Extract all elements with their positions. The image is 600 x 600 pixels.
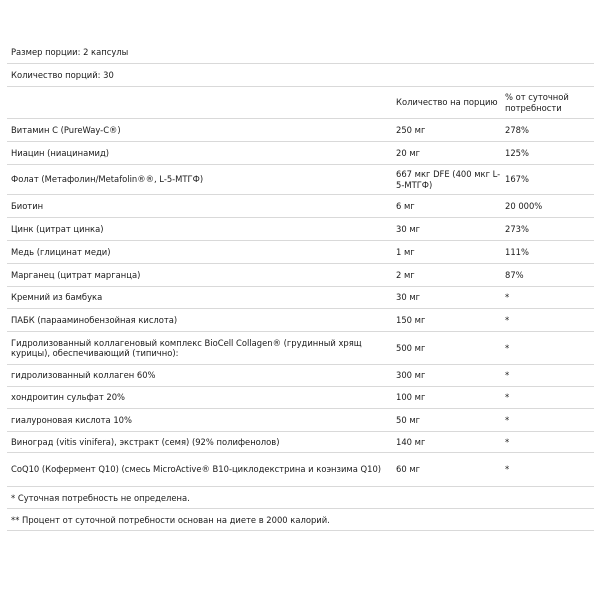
- nutrient-dv: 111%: [505, 246, 529, 257]
- nutrient-dv: *: [505, 342, 510, 353]
- serving-size-row: [7, 41, 594, 64]
- nutrient-dv: *: [505, 370, 510, 381]
- table-row: [7, 264, 594, 287]
- table-row: [7, 287, 594, 309]
- servings-per-container: Количество порций: 30: [11, 70, 114, 80]
- footnote-row: [7, 509, 594, 531]
- dv-column-header: % от суточной потребности: [505, 92, 569, 113]
- nutrient-name: Гидролизованный коллагеновый комплекс BioCell Collagen® (грудинный хрящ курицы), обеспечивающий (типично):: [11, 337, 362, 358]
- nutrient-name: Цинк (цитрат цинка): [11, 223, 104, 234]
- nutrient-dv: 125%: [505, 147, 529, 158]
- serving-size: Размер порции: 2 капсулы: [11, 47, 129, 57]
- nutrient-name: Виноград (vitis vinifera), экстракт (семя) (92% полифенолов): [11, 436, 280, 447]
- footnote-calorie-diet: ** Процент от суточной потребности основан на диете в 2000 калорий.: [11, 514, 330, 525]
- nutrient-name: Марганец (цитрат марганца): [11, 269, 141, 280]
- table-row: [7, 332, 594, 365]
- nutrient-name: Ниацин (ниацинамид): [11, 147, 110, 158]
- nutrient-dv: *: [505, 436, 510, 447]
- table-row: [7, 365, 594, 387]
- amount-column-header: Количество на порцию: [396, 97, 498, 108]
- nutrient-name: хондроитин сульфат 20%: [11, 392, 125, 403]
- table-row: [7, 119, 594, 142]
- nutrient-name: ПАБК (парааминобензойная кислота): [11, 314, 178, 325]
- nutrient-amount: 667 мкг DFE (400 мкг L-5-МТГФ): [396, 169, 501, 190]
- nutrient-dv: 278%: [505, 124, 529, 135]
- footnote-row: [7, 487, 594, 509]
- nutrient-amount: 500 мг: [396, 342, 426, 353]
- nutrient-amount: 100 мг: [396, 392, 426, 403]
- nutrient-dv: 167%: [505, 174, 529, 185]
- nutrient-name: Биотин: [11, 200, 44, 211]
- nutrient-amount: 30 мг: [396, 223, 421, 234]
- nutrient-name: Медь (глицинат меди): [11, 246, 111, 257]
- nutrient-amount: 150 мг: [396, 314, 426, 325]
- nutrient-name: Фолат (Метафолин/Metafolin®®, L-5-МТГФ): [11, 174, 204, 185]
- nutrient-amount: 6 мг: [396, 200, 415, 211]
- nutrient-amount: 300 мг: [396, 370, 426, 381]
- nutrient-name: гиалуроновая кислота 10%: [11, 414, 132, 425]
- nutrient-dv: 87%: [505, 269, 524, 280]
- nutrient-dv: 20 000%: [505, 200, 543, 211]
- nutrient-amount: 1 мг: [396, 246, 415, 257]
- nutrient-dv: 273%: [505, 223, 529, 234]
- nutrient-dv: *: [505, 464, 510, 475]
- nutrient-amount: 50 мг: [396, 414, 421, 425]
- nutrient-name: CoQ10 (Кофермент Q10) (смесь MicroActive® B10-циклодекстрина и коэнзима Q10): [11, 464, 382, 475]
- nutrient-amount: 250 мг: [396, 124, 426, 135]
- table-row: [7, 142, 594, 165]
- table-row: [7, 241, 594, 264]
- footnote-dv-not-established: * Суточная потребность не определена.: [11, 492, 190, 503]
- nutrient-dv: *: [505, 292, 510, 303]
- servings-per-container-row: [7, 64, 594, 87]
- nutrient-name: гидролизованный коллаген 60%: [11, 370, 156, 381]
- nutrient-dv: *: [505, 414, 510, 425]
- nutrient-amount: 140 мг: [396, 436, 426, 447]
- nutrient-dv: *: [505, 392, 510, 403]
- nutrient-dv: *: [505, 314, 510, 325]
- table-row: [7, 432, 594, 453]
- table-row: [7, 195, 594, 218]
- table-row: [7, 453, 594, 487]
- table-row: [7, 409, 594, 432]
- nutrient-amount: 20 мг: [396, 147, 421, 158]
- table-row: [7, 309, 594, 332]
- table-row: [7, 387, 594, 409]
- table-row: [7, 165, 594, 195]
- nutrient-amount: 60 мг: [396, 464, 421, 475]
- nutrient-amount: 30 мг: [396, 292, 421, 303]
- nutrient-amount: 2 мг: [396, 269, 415, 280]
- table-row: [7, 218, 594, 241]
- supplement-facts-table: [7, 41, 594, 531]
- table-header-row: [7, 87, 594, 119]
- nutrient-name: Витамин C (PureWay-C®): [11, 124, 121, 135]
- nutrient-name: Кремний из бамбука: [11, 292, 103, 303]
